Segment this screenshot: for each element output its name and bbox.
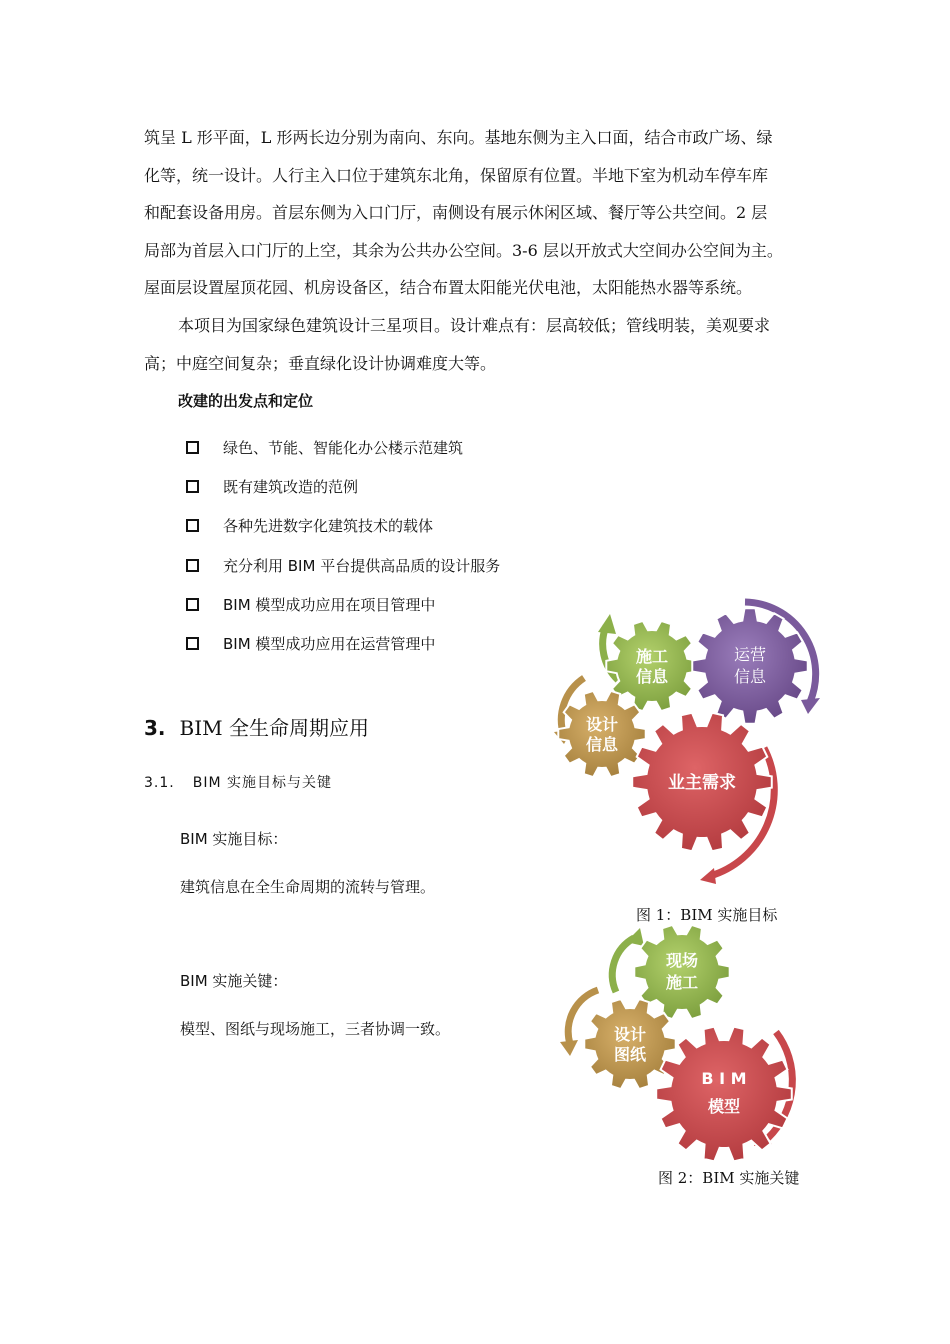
cycle-arrow-head: [598, 614, 616, 634]
positioning-list: [186, 428, 500, 663]
list-item-text: 各种先进数字化建筑技术的载体: [223, 517, 434, 536]
intro-line: 和配套设备用房。首层东侧为入口门厅，南侧设有展示休闲区域、餐厅等公共空间。2 层: [144, 203, 768, 223]
gear-label: 图纸: [613, 1045, 647, 1064]
checkbox-square-icon: [186, 480, 199, 493]
list-item: [186, 506, 500, 545]
gear-label: 信息: [733, 667, 767, 686]
cycle-arrow-head: [560, 1040, 578, 1056]
gear-label: 设计: [613, 1025, 647, 1044]
figure-1-caption: 图 1：BIM 实施目标: [636, 906, 778, 924]
checkbox-square-icon: [186, 637, 199, 650]
difficulty-line: 本项目为国家绿色建筑设计三星项目。设计难点有：层高较低；管线明装，美观要求: [178, 316, 771, 335]
cycle-arrow-head: [801, 698, 820, 714]
goal-label: BIM 实施目标：: [180, 830, 288, 848]
figure-2-gear-diagram: [546, 924, 836, 1164]
section-title: BIM 全生命周期应用: [179, 716, 369, 740]
list-item: [186, 428, 500, 467]
checkbox-square-icon: [186, 598, 199, 611]
section-3-heading: [144, 712, 369, 741]
gear-label: 运营: [733, 645, 767, 664]
gear-label: B I M: [701, 1069, 747, 1088]
gear-label: 信息: [635, 667, 669, 686]
list-item-text: 充分利用 BIM 平台提供高品质的设计服务: [223, 556, 501, 575]
list-item: [186, 585, 500, 624]
list-item: [186, 624, 500, 663]
intro-line: 化等，统一设计。人行主入口位于建筑东北角，保留原有位置。半地下室为机动车停车库: [144, 165, 769, 185]
key-text: 模型、图纸与现场施工，三者协调一致。: [180, 1020, 451, 1038]
cycle-arrow-head: [700, 868, 716, 884]
intro-paragraph: [144, 119, 810, 307]
section-3-1-heading: [144, 772, 332, 792]
cycle-arrow: [612, 938, 634, 992]
gear-label: 现场: [665, 951, 699, 970]
section-number: 3.: [144, 716, 166, 740]
key-label: BIM 实施关键：: [180, 972, 288, 990]
list-item-text: 绿色、节能、智能化办公楼示范建筑: [223, 439, 464, 458]
intro-line: 筑呈 L 形平面，L 形两长边分别为南向、东向。基地东侧为主入口面，结合市政广场、绿: [144, 128, 773, 147]
checkbox-square-icon: [186, 519, 199, 532]
gear-label: 模型: [707, 1097, 741, 1116]
figure-1-gear-diagram: [520, 592, 830, 892]
gear-label: 信息: [585, 735, 619, 754]
gear-label: 业主需求: [668, 773, 736, 793]
figure-2-caption: 图 2：BIM 实施关键: [658, 1169, 800, 1187]
positioning-heading: 改建的出发点和定位: [178, 392, 314, 410]
goal-text: 建筑信息在全生命周期的流转与管理。: [180, 878, 436, 896]
difficulty-paragraph: [144, 307, 810, 382]
section-number: 3.1.: [144, 775, 175, 791]
gear-label: 施工: [635, 647, 669, 666]
difficulty-line: 高；中庭空间复杂；垂直绿化设计协调难度大等。: [144, 353, 497, 373]
list-item: [186, 467, 500, 506]
checkbox-square-icon: [186, 441, 199, 454]
intro-line: 局部为首层入口门厅的上空，其余为公共办公空间。3-6 层以开放式大空间办公空间为主。: [144, 240, 783, 260]
list-item-text: BIM 模型成功应用在项目管理中: [223, 595, 436, 614]
operation-info-gear: [692, 608, 807, 723]
gear-label: 施工: [665, 973, 699, 992]
section-title: BIM 实施目标与关键: [192, 775, 332, 791]
gear-label: 设计: [585, 715, 619, 734]
intro-line: 屋面层设置屋顶花园、机房设备区，结合布置太阳能光伏电池，太阳能热水器等系统。: [144, 278, 753, 298]
checkbox-square-icon: [186, 559, 199, 572]
owner-demand-gear: [632, 713, 772, 852]
list-item-text: 既有建筑改造的范例: [223, 478, 359, 497]
list-item-text: BIM 模型成功应用在运营管理中: [223, 635, 436, 654]
list-item: [186, 546, 500, 585]
